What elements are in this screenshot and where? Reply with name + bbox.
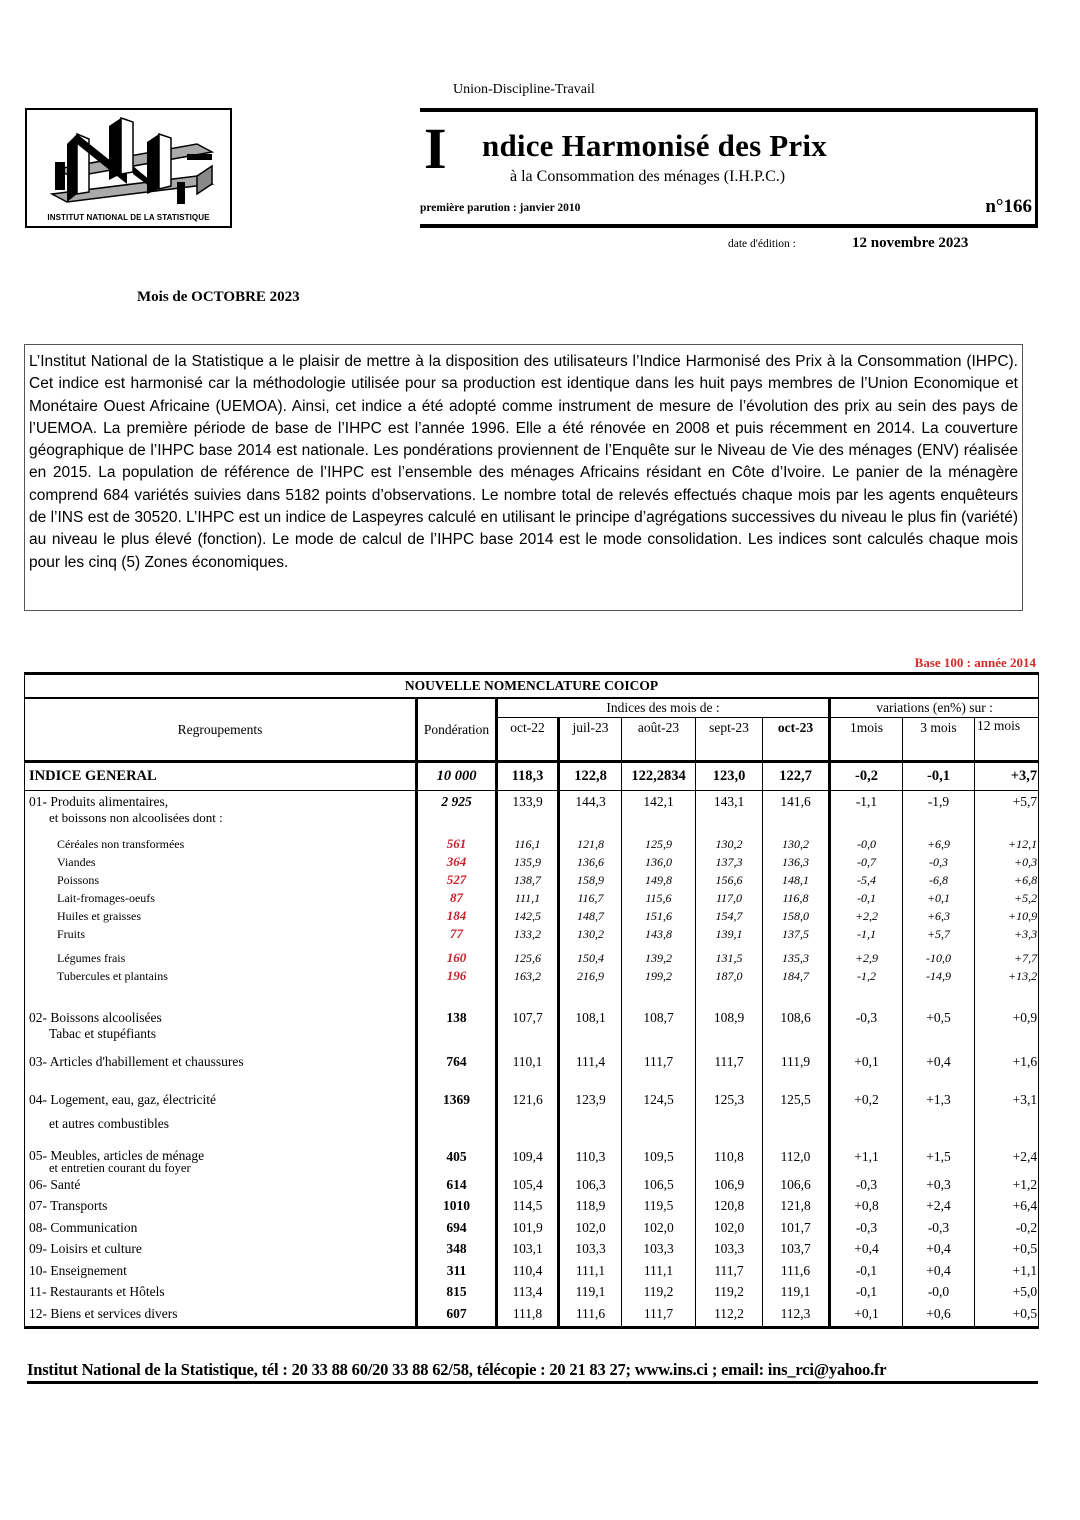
row-variation: +0,3 [903, 1177, 975, 1199]
row-variation: +12,1 [975, 835, 1039, 853]
row-variation: +6,4 [975, 1198, 1039, 1220]
row-variation: +0,5 [975, 1241, 1039, 1263]
row-value: 137,5 [763, 925, 830, 943]
row-variation: +2,4 [903, 1198, 975, 1220]
row-value: 154,7 [696, 907, 763, 925]
header-month: août-23 [622, 718, 696, 762]
row-variation: +0,4 [903, 1051, 975, 1089]
reference-month: Mois de OCTOBRE 2023 [137, 289, 300, 305]
row-value: 216,9 [559, 967, 622, 1007]
row-variation: -0,3 [830, 1177, 903, 1199]
table-row [25, 1051, 1039, 1089]
row-value: 119,2 [622, 1284, 696, 1306]
table-row-general [25, 762, 1039, 791]
row-weight: 764 [417, 1051, 497, 1089]
table-row [25, 1089, 1039, 1143]
row-value: 122,7 [763, 762, 830, 791]
row-value: 106,5 [622, 1177, 696, 1199]
row-value: 115,6 [622, 889, 696, 907]
row-value: 102,0 [696, 1220, 763, 1242]
row-value: 101,7 [763, 1220, 830, 1242]
row-variation: -0,3 [830, 1007, 903, 1051]
row-variation: -0,3 [903, 1220, 975, 1242]
row-weight: 1369 [417, 1089, 497, 1143]
row-variation: -0,2 [830, 762, 903, 791]
row-value: 106,9 [696, 1177, 763, 1199]
page-title: ndice Harmonisé des Prix [482, 128, 827, 163]
row-label: Céréales non transformées [25, 835, 417, 853]
row-value: 111,1 [622, 1263, 696, 1285]
row-value: 119,1 [763, 1284, 830, 1306]
row-value: 116,1 [497, 835, 559, 853]
row-label-cont: et autres combustibles [49, 1115, 169, 1131]
row-variation: -0,0 [903, 1284, 975, 1306]
row-value: 121,6 [497, 1089, 559, 1143]
row-variation: -0,0 [830, 835, 903, 853]
row-value: 144,3 [559, 791, 622, 835]
row-label: 11- Restaurants et Hôtels [25, 1284, 417, 1306]
row-variation: +1,6 [975, 1051, 1039, 1089]
row-label-cont: Tabac et stupéfiants [49, 1025, 157, 1041]
row-variation: +0,6 [903, 1306, 975, 1328]
row-value: 111,8 [497, 1306, 559, 1328]
header-variation: 12 mois [975, 718, 1039, 762]
header-variation: 3 mois [903, 718, 975, 762]
row-value: 184,7 [763, 967, 830, 1007]
row-value: 130,2 [559, 925, 622, 943]
row-label: 02- Boissons alcoolisées [29, 1009, 162, 1025]
row-value: 131,5 [696, 943, 763, 967]
ihpc-table [24, 672, 1039, 1329]
table-row-subitem [25, 943, 1039, 967]
row-variation: -5,4 [830, 871, 903, 889]
row-value: 111,6 [763, 1263, 830, 1285]
row-weight: 694 [417, 1220, 497, 1242]
row-value: 118,9 [559, 1198, 622, 1220]
row-label: Fruits [25, 925, 417, 943]
row-label: Poissons [25, 871, 417, 889]
table-row [25, 1007, 1039, 1051]
table-row [25, 1306, 1039, 1328]
ins-logo [25, 108, 232, 228]
row-value: 111,1 [497, 889, 559, 907]
header-variations-group: variations (en%) sur : [830, 698, 1039, 718]
row-weight: 1010 [417, 1198, 497, 1220]
row-variation: -6,8 [903, 871, 975, 889]
row-label: 09- Loisirs et culture [25, 1241, 417, 1263]
row-value: 111,4 [559, 1051, 622, 1089]
row-value: 106,6 [763, 1177, 830, 1199]
row-value: 142,5 [497, 907, 559, 925]
row-variation: +0,4 [903, 1241, 975, 1263]
row-weight: 138 [417, 1007, 497, 1051]
table-row-subitem [25, 967, 1039, 1007]
row-value: 135,9 [497, 853, 559, 871]
row-label: Tubercules et plantains [25, 967, 417, 1007]
row-value: 150,4 [559, 943, 622, 967]
table-row-subitem [25, 853, 1039, 871]
row-value: 103,1 [497, 1241, 559, 1263]
row-variation: -0,3 [903, 853, 975, 871]
row-value: 130,2 [763, 835, 830, 853]
row-variation: -1,2 [830, 967, 903, 1007]
base-note: Base 100 : année 2014 [914, 655, 1036, 670]
row-weight: 87 [417, 889, 497, 907]
table-row [25, 1198, 1039, 1220]
row-value: 103,3 [622, 1241, 696, 1263]
row-value: 158,9 [559, 871, 622, 889]
row-value: 110,1 [497, 1051, 559, 1089]
row-weight: 2 925 [417, 791, 497, 835]
row-value: 111,1 [559, 1263, 622, 1285]
row-variation: +0,1 [903, 889, 975, 907]
row-variation: +13,2 [975, 967, 1039, 1007]
row-variation: +5,0 [975, 1284, 1039, 1306]
row-value: 139,2 [622, 943, 696, 967]
national-motto: Union-Discipline-Travail [453, 82, 595, 97]
intro-paragraph: L’Institut National de la Statistique a le plaisir de mettre à la disposition des utilisateurs l’Indice Harmonisé des Prix à la Consommation (IHPC). Cet indice est harmonisé car la méthodologie utilisée pour sa production est identique dans les huit pays membres de l’Union Economique et Monétaire Ouest Africaine (UEMOA). Ainsi, cet indice a été adopté comme instrument de mesure de l’évolution des prix au sein des pays de l’UEMOA. La première période de base de l’IHPC est l’année 1996. Elle a été rénovée en 2008 et puis récemment en 2014. La couverture géographique de l’IHPC base 2014 est nationale. Les pondérations proviennent de l’Enquête sur le Niveau de Vie des ménages (ENV) réalisée en 2015. La population de référence de l’IHPC est l’ensemble des ménages Africains résidant en Côte d’Ivoire. Le panier de la ménagère comprend 684 variétés suivies dans 5182 points d’observations. Le nombre total de relevés effectués chaque mois par les agents enquêteurs de l’INS est de 30520. L’IHPC est un indice de Laspeyres calculé en utilisant le principe d’agrégations successives du niveau le plus fin (variété) au niveau le plus élevé (fonction). Le mode de calcul de l’IHPC base 2014 est le mode consolidation. Les indices sont calculés chaque mois pour les cinq (5) Zones économiques. [24, 344, 1023, 611]
row-variation: +0,4 [830, 1241, 903, 1263]
row-weight: 815 [417, 1284, 497, 1306]
row-variation: +6,9 [903, 835, 975, 853]
row-label: 01- Produits alimentaires, [29, 794, 169, 809]
row-variation: +3,3 [975, 925, 1039, 943]
row-variation: -10,0 [903, 943, 975, 967]
row-value: 111,7 [622, 1051, 696, 1089]
header-regroupements: Regroupements [25, 698, 417, 762]
row-weight: 607 [417, 1306, 497, 1328]
table-row-subitem [25, 835, 1039, 853]
row-value: 111,9 [763, 1051, 830, 1089]
ins-logo-icon [37, 114, 222, 209]
row-value: 133,9 [497, 791, 559, 835]
row-variation: +5,2 [975, 889, 1039, 907]
row-value: 110,3 [559, 1143, 622, 1177]
row-value: 124,5 [622, 1089, 696, 1143]
row-label: 12- Biens et services divers [25, 1306, 417, 1328]
row-value: 143,8 [622, 925, 696, 943]
row-label: 04- Logement, eau, gaz, électricité [29, 1091, 217, 1107]
row-label: Lait-fromages-oeufs [25, 889, 417, 907]
header-variation: 1mois [830, 718, 903, 762]
row-value: 103,7 [763, 1241, 830, 1263]
row-value: 105,4 [497, 1177, 559, 1199]
row-value: 136,3 [763, 853, 830, 871]
row-value: 109,5 [622, 1143, 696, 1177]
row-value: 112,0 [763, 1143, 830, 1177]
row-label: Viandes [25, 853, 417, 871]
row-label: 10- Enseignement [25, 1263, 417, 1285]
row-value: 111,7 [622, 1306, 696, 1328]
row-label: Huiles et graisses [25, 907, 417, 925]
row-value: 108,6 [763, 1007, 830, 1051]
row-weight: 77 [417, 925, 497, 943]
row-value: 187,0 [696, 967, 763, 1007]
table-row [25, 1284, 1039, 1306]
row-variation: -0,3 [830, 1220, 903, 1242]
row-value: 133,2 [497, 925, 559, 943]
row-value: 116,8 [763, 889, 830, 907]
row-value: 118,3 [497, 762, 559, 791]
row-label-cont: et entretien courant du foyer [49, 1160, 191, 1175]
row-weight: 364 [417, 853, 497, 871]
row-weight: 160 [417, 943, 497, 967]
row-weight: 184 [417, 907, 497, 925]
row-value: 143,1 [696, 791, 763, 835]
row-variation: -1,1 [830, 791, 903, 835]
row-variation: +0,8 [830, 1198, 903, 1220]
logo-caption: INSTITUT NATIONAL DE LA STATISTIQUE [47, 213, 210, 222]
row-variation: -0,2 [975, 1220, 1039, 1242]
row-variation: -0,1 [903, 762, 975, 791]
row-value: 111,7 [696, 1263, 763, 1285]
row-weight: 348 [417, 1241, 497, 1263]
row-value: 111,7 [696, 1051, 763, 1089]
row-variation: +0,2 [830, 1089, 903, 1143]
table-row [25, 1177, 1039, 1199]
row-weight: 405 [417, 1143, 497, 1177]
row-variation: +6,3 [903, 907, 975, 925]
row-value: 163,2 [497, 967, 559, 1007]
row-value: 125,3 [696, 1089, 763, 1143]
row-label: 03- Articles d'habillement et chaussures [25, 1051, 417, 1089]
row-value: 136,0 [622, 853, 696, 871]
row-value: 122,8 [559, 762, 622, 791]
row-variation: +1,2 [975, 1177, 1039, 1199]
row-value: 158,0 [763, 907, 830, 925]
row-weight: 311 [417, 1263, 497, 1285]
row-variation: +2,2 [830, 907, 903, 925]
row-weight: 614 [417, 1177, 497, 1199]
row-variation: +0,1 [830, 1051, 903, 1089]
row-variation: +3,1 [975, 1089, 1039, 1143]
page-subtitle: à la Consommation des ménages (I.H.P.C.) [510, 168, 786, 185]
row-value: 111,6 [559, 1306, 622, 1328]
table-row [25, 1241, 1039, 1263]
row-value: 108,1 [559, 1007, 622, 1051]
row-value: 125,5 [763, 1089, 830, 1143]
row-value: 121,8 [559, 835, 622, 853]
row-value: 116,7 [559, 889, 622, 907]
header-month: juil-23 [559, 718, 622, 762]
row-value: 112,2 [696, 1306, 763, 1328]
table-row-subitem [25, 889, 1039, 907]
row-value: 125,9 [622, 835, 696, 853]
row-label: 07- Transports [25, 1198, 417, 1220]
row-value: 151,6 [622, 907, 696, 925]
row-variation: +1,1 [975, 1263, 1039, 1285]
row-value: 102,0 [622, 1220, 696, 1242]
row-value: 101,9 [497, 1220, 559, 1242]
row-value: 106,3 [559, 1177, 622, 1199]
row-value: 120,8 [696, 1198, 763, 1220]
row-value: 108,7 [622, 1007, 696, 1051]
row-value: 107,7 [497, 1007, 559, 1051]
row-value: 148,7 [559, 907, 622, 925]
row-value: 130,2 [696, 835, 763, 853]
row-label: 08- Communication [25, 1220, 417, 1242]
row-variation: +3,7 [975, 762, 1039, 791]
row-value: 123,9 [559, 1089, 622, 1143]
header-month: sept-23 [696, 718, 763, 762]
row-value: 141,6 [763, 791, 830, 835]
row-variation: -0,1 [830, 1284, 903, 1306]
row-value: 138,7 [497, 871, 559, 889]
row-value: 119,2 [696, 1284, 763, 1306]
row-label: 06- Santé [25, 1177, 417, 1199]
row-value: 139,1 [696, 925, 763, 943]
row-weight: 527 [417, 871, 497, 889]
row-value: 121,8 [763, 1198, 830, 1220]
row-value: 103,3 [559, 1241, 622, 1263]
row-value: 199,2 [622, 967, 696, 1007]
row-value: 103,3 [696, 1241, 763, 1263]
row-label: 05- Meubles, articles de ménage [29, 1147, 205, 1163]
first-publication: première parution : janvier 2010 [420, 202, 581, 214]
row-value: 142,1 [622, 791, 696, 835]
issue-number: n°166 [985, 196, 1032, 217]
row-value: 119,1 [559, 1284, 622, 1306]
row-weight: 10 000 [417, 762, 497, 791]
table-row-subitem [25, 925, 1039, 943]
row-variation: -0,7 [830, 853, 903, 871]
title-banner [420, 108, 1038, 228]
row-weight: 196 [417, 967, 497, 1007]
header-month: oct-22 [497, 718, 559, 762]
row-value: 117,0 [696, 889, 763, 907]
row-value: 108,9 [696, 1007, 763, 1051]
row-value: 123,0 [696, 762, 763, 791]
row-variation: +5,7 [975, 791, 1039, 835]
row-variation: +1,5 [903, 1143, 975, 1177]
row-value: 110,8 [696, 1143, 763, 1177]
table-row [25, 1220, 1039, 1242]
row-variation: -1,1 [830, 925, 903, 943]
row-variation: -1,9 [903, 791, 975, 835]
row-variation: +1,3 [903, 1089, 975, 1143]
row-value: 137,3 [696, 853, 763, 871]
row-variation: -0,1 [830, 1263, 903, 1285]
row-variation: +0,5 [903, 1007, 975, 1051]
row-variation: +0,1 [830, 1306, 903, 1328]
header-indices-group: Indices des mois de : [497, 698, 830, 718]
row-variation: +1,1 [830, 1143, 903, 1177]
row-variation: +0,5 [975, 1306, 1039, 1328]
edition-date-value: 12 novembre 2023 [852, 235, 969, 251]
row-value: 135,3 [763, 943, 830, 967]
row-value: 119,5 [622, 1198, 696, 1220]
header-month-current: oct-23 [763, 718, 830, 762]
table-row [25, 1263, 1039, 1285]
title-initial: I [424, 116, 447, 181]
row-variation: -14,9 [903, 967, 975, 1007]
row-variation: +7,7 [975, 943, 1039, 967]
row-variation: +10,9 [975, 907, 1039, 925]
row-value: 110,4 [497, 1263, 559, 1285]
row-value: 113,4 [497, 1284, 559, 1306]
edition-date-label: date d'édition : [728, 238, 796, 250]
row-variation: +2,9 [830, 943, 903, 967]
row-value: 114,5 [497, 1198, 559, 1220]
header-ponderation: Pondération [417, 698, 497, 762]
table-row-subitem [25, 907, 1039, 925]
row-weight: 561 [417, 835, 497, 853]
row-variation: +0,9 [975, 1007, 1039, 1051]
table-row-food [25, 791, 1039, 835]
row-value: 112,3 [763, 1306, 830, 1328]
row-value: 136,6 [559, 853, 622, 871]
row-variation: -0,1 [830, 889, 903, 907]
row-variation: +0,4 [903, 1263, 975, 1285]
row-variation: +5,7 [903, 925, 975, 943]
table-title: NOUVELLE NOMENCLATURE COICOP [25, 674, 1039, 699]
row-value: 102,0 [559, 1220, 622, 1242]
row-variation: +2,4 [975, 1143, 1039, 1177]
row-value: 149,8 [622, 871, 696, 889]
row-value: 156,6 [696, 871, 763, 889]
row-variation: +0,3 [975, 853, 1039, 871]
row-label: Légumes frais [25, 943, 417, 967]
row-variation: +6,8 [975, 871, 1039, 889]
row-value: 148,1 [763, 871, 830, 889]
table-row [25, 1143, 1039, 1177]
row-value: 122,2834 [622, 762, 696, 791]
footer-contact: Institut National de la Statistique, tél : 20 33 88 60/20 33 88 62/58, télécopie : 20 21 83 27; www.ins.ci ; email: ins_rci@yahoo.fr [27, 1360, 1038, 1384]
row-value: 109,4 [497, 1143, 559, 1177]
row-label: INDICE GENERAL [25, 762, 417, 791]
row-label-cont: et boissons non alcoolisées dont : [49, 810, 223, 825]
table-row-subitem [25, 871, 1039, 889]
row-value: 125,6 [497, 943, 559, 967]
